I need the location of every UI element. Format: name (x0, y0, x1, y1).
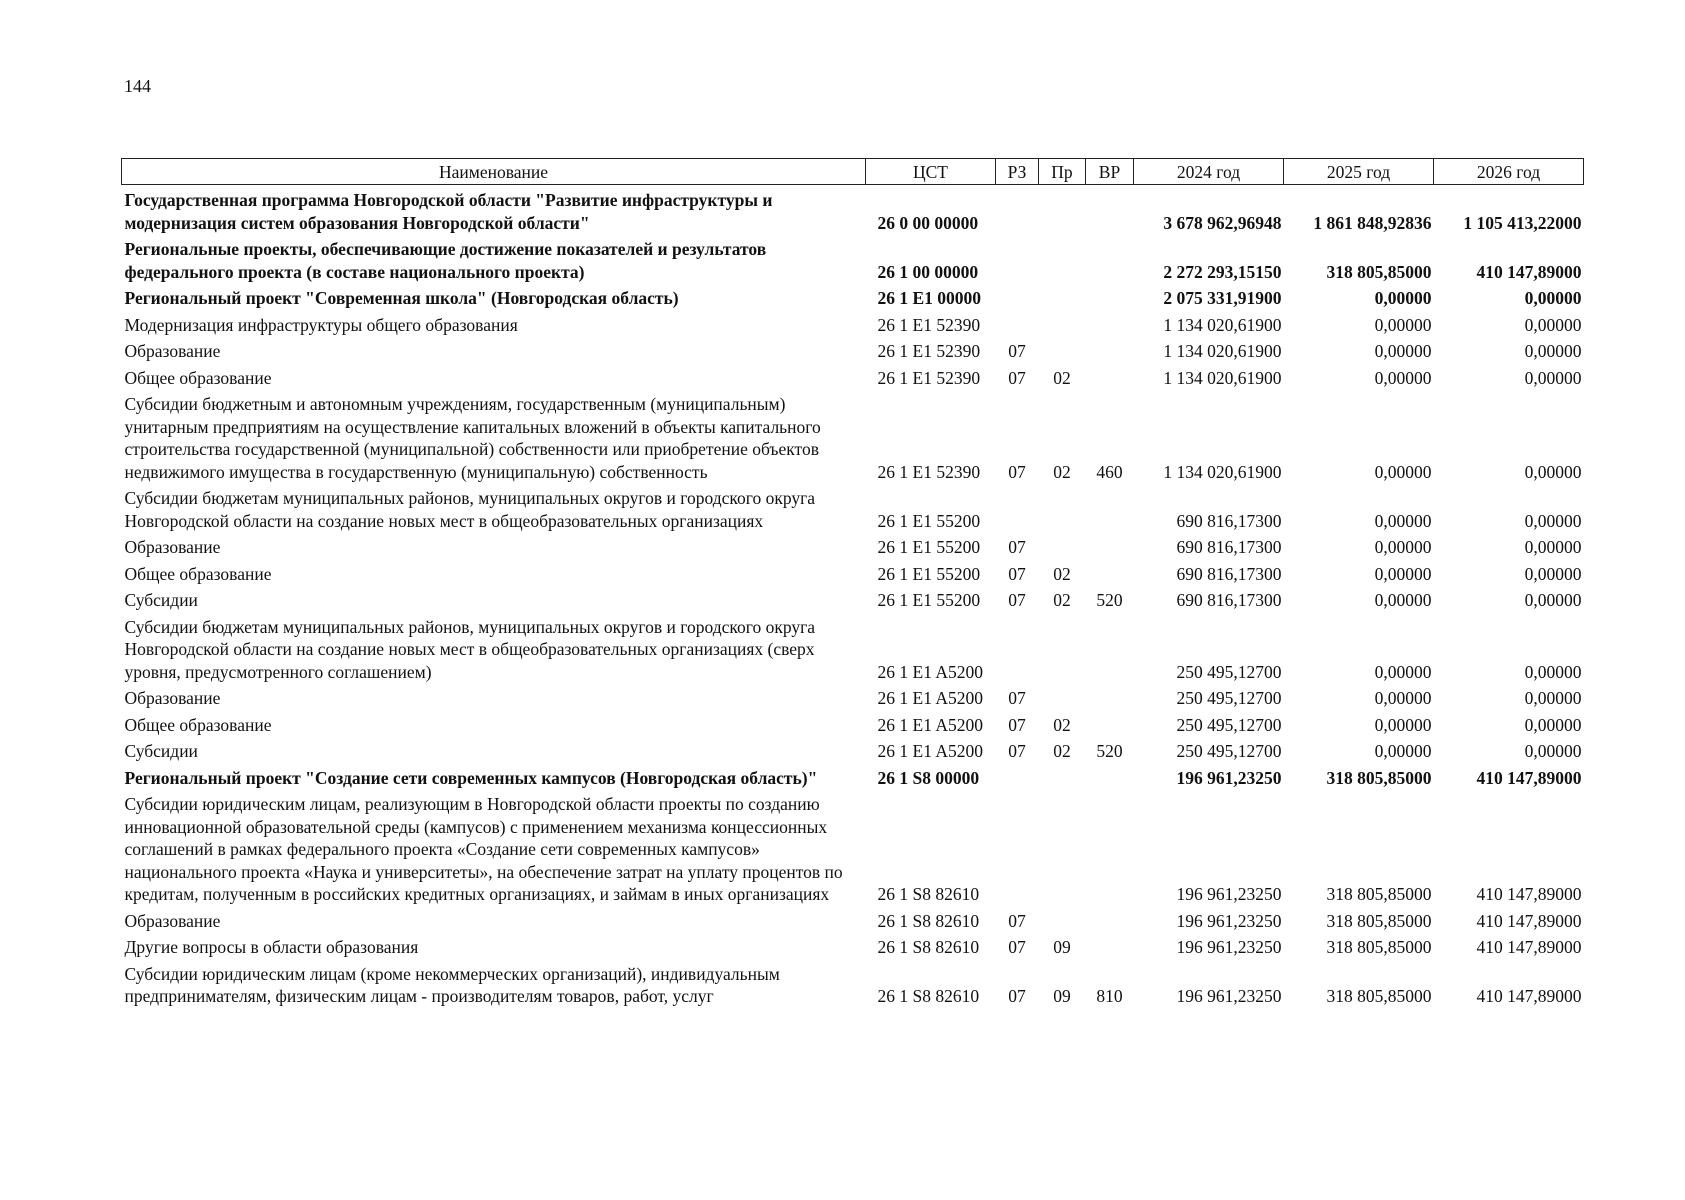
table-row (122, 389, 1584, 483)
cell-cst: 26 1 E1 55200 (877, 510, 981, 531)
budget-table (121, 158, 1584, 1008)
cell-pr: 09 (1053, 937, 1071, 957)
cell-2026: 0,00000 (1524, 288, 1582, 308)
table-header (122, 159, 1584, 185)
cell-rz (996, 234, 1039, 283)
cell-vr (1086, 932, 1134, 959)
cell-2025: 0,00000 (1374, 563, 1432, 584)
cell-cst: 26 1 S8 82610 (877, 986, 980, 1006)
cell-name: Субсидии юридическим лицам, реализующим в Новгородской области проекты по созданию инновационной образовательной среды (кампусов) с применением механизма концессионных соглашений в рамках федерального проекта «Создание сети современных кампусов» национального проекта «Наука и университеты», на обеспечение затрат на уплату процентов по кредитам, полученным в российских кредитных организациях, и займам в иных организациях (124, 794, 843, 904)
cell-cst: 26 1 S8 00000 (877, 767, 980, 788)
page-number: 144 (124, 76, 151, 96)
cell-rz (996, 310, 1039, 337)
header-pr: Пр (1039, 159, 1086, 185)
table-row (122, 559, 1584, 586)
header-rz: РЗ (996, 159, 1039, 185)
cell-2026: 410 147,89000 (1476, 937, 1582, 957)
header-2024: 2024 год (1134, 159, 1284, 185)
cell-vr: 520 (1096, 741, 1123, 761)
cell-cst: 26 0 00 00000 (877, 212, 979, 233)
cell-cst: 26 1 E1 52390 (877, 461, 981, 482)
cell-cst: 26 1 00 00000 (877, 261, 979, 282)
cell-rz (996, 283, 1039, 310)
cell-name: Другие вопросы в области образования (124, 937, 419, 957)
cell-2024: 690 816,17300 (1176, 563, 1282, 584)
cell-vr (1086, 559, 1134, 586)
cell-2024: 196 961,23250 (1176, 910, 1282, 931)
cell-cst: 26 1 E1 52390 (877, 367, 981, 388)
cell-name: Субсидии бюджетам муниципальных районов, муниципальных округов и городского округа Новгородской области на создание новых мест в общеобразовательных организациях (124, 488, 816, 531)
cell-2026: 0,00000 (1524, 688, 1582, 708)
cell-rz: 07 (1008, 590, 1026, 610)
cell-name: Субсидии (124, 590, 198, 610)
table-body (122, 185, 1584, 1008)
cell-2024: 196 961,23250 (1176, 884, 1282, 904)
cell-2026: 410 147,89000 (1476, 261, 1582, 282)
cell-2024: 250 495,12700 (1176, 661, 1282, 682)
cell-2025: 0,00000 (1374, 461, 1432, 482)
cell-2024: 196 961,23250 (1176, 937, 1282, 957)
cell-name: Образование (124, 537, 221, 557)
cell-2025: 318 805,85000 (1326, 884, 1432, 904)
table-row (122, 363, 1584, 390)
table-row (122, 959, 1584, 1008)
cell-2024: 250 495,12700 (1176, 741, 1282, 761)
cell-2024: 1 134 020,61900 (1163, 367, 1282, 388)
cell-pr (1039, 906, 1086, 933)
cell-rz (996, 185, 1039, 235)
cell-name: Субсидии бюджетным и автономным учреждениям, государственным (муниципальным) унитарным предприятиям на осуществление капитальных вложений в объекты капитального строительства государственной (муниципальной) собственности или приобретение объектов недвижимого имущества в государственную (муниципальную) собственность (124, 394, 821, 482)
header-2026: 2026 год (1434, 159, 1584, 185)
cell-vr (1086, 532, 1134, 559)
cell-2026: 0,00000 (1524, 367, 1582, 388)
table-row (122, 612, 1584, 684)
cell-cst: 26 1 S8 82610 (877, 910, 980, 931)
cell-2026: 410 147,89000 (1476, 767, 1582, 788)
cell-2025: 318 805,85000 (1326, 937, 1432, 957)
table-row (122, 234, 1584, 283)
table-row (122, 283, 1584, 310)
cell-name: Образование (124, 688, 221, 708)
cell-pr (1039, 336, 1086, 363)
cell-cst: 26 1 E1 52390 (877, 314, 981, 335)
cell-2026: 1 105 413,22000 (1463, 212, 1582, 233)
cell-rz (996, 483, 1039, 532)
cell-cst: 26 1 E1 55200 (877, 590, 981, 610)
table-row (122, 763, 1584, 790)
cell-2026: 0,00000 (1524, 314, 1582, 335)
cell-rz (996, 612, 1039, 684)
cell-vr (1086, 789, 1134, 906)
cell-pr (1039, 763, 1086, 790)
cell-rz: 07 (1008, 563, 1026, 584)
table-row (122, 185, 1584, 235)
cell-2025: 318 805,85000 (1326, 986, 1432, 1006)
cell-vr (1086, 310, 1134, 337)
table-row (122, 336, 1584, 363)
cell-2026: 0,00000 (1524, 590, 1582, 610)
cell-2025: 0,00000 (1374, 314, 1432, 335)
cell-rz: 07 (1008, 367, 1026, 388)
cell-2024: 1 134 020,61900 (1163, 314, 1282, 335)
cell-cst: 26 1 E1 A5200 (877, 714, 983, 735)
header-2025: 2025 год (1284, 159, 1434, 185)
cell-2026: 0,00000 (1524, 537, 1582, 557)
cell-2025: 318 805,85000 (1326, 910, 1432, 931)
cell-2024: 250 495,12700 (1176, 688, 1282, 708)
cell-2026: 410 147,89000 (1476, 884, 1582, 904)
cell-2025: 0,00000 (1374, 537, 1432, 557)
cell-2026: 0,00000 (1524, 563, 1582, 584)
cell-pr: 02 (1053, 461, 1071, 482)
cell-2024: 3 678 962,96948 (1163, 212, 1282, 233)
cell-pr (1039, 185, 1086, 235)
cell-2024: 196 961,23250 (1176, 767, 1282, 788)
cell-rz: 07 (1008, 537, 1026, 557)
cell-name: Образование (124, 341, 221, 361)
cell-vr (1086, 185, 1134, 235)
cell-rz: 07 (1008, 910, 1026, 931)
cell-name: Общее образование (124, 563, 272, 584)
cell-pr: 02 (1053, 590, 1071, 610)
cell-pr (1039, 612, 1086, 684)
cell-cst: 26 1 E1 55200 (877, 563, 981, 584)
cell-2024: 196 961,23250 (1176, 986, 1282, 1006)
cell-2025: 0,00000 (1374, 367, 1432, 388)
cell-vr (1086, 906, 1134, 933)
cell-name: Региональный проект "Создание сети современных кампусов (Новгородская область)" (124, 767, 818, 788)
cell-2024: 1 134 020,61900 (1163, 461, 1282, 482)
cell-pr (1039, 683, 1086, 710)
cell-name: Общее образование (124, 367, 272, 388)
cell-2026: 0,00000 (1524, 510, 1582, 531)
cell-2024: 690 816,17300 (1176, 510, 1282, 531)
cell-pr (1039, 532, 1086, 559)
table-row (122, 710, 1584, 737)
cell-2026: 0,00000 (1524, 714, 1582, 735)
cell-vr (1086, 283, 1134, 310)
cell-pr (1039, 310, 1086, 337)
cell-2024: 690 816,17300 (1176, 590, 1282, 610)
cell-2026: 0,00000 (1524, 661, 1582, 682)
cell-2024: 690 816,17300 (1176, 537, 1282, 557)
header-vr: ВР (1086, 159, 1134, 185)
cell-2025: 318 805,85000 (1326, 767, 1432, 788)
cell-rz (996, 789, 1039, 906)
cell-2025: 0,00000 (1374, 590, 1432, 610)
cell-cst: 26 1 E1 A5200 (877, 741, 983, 761)
cell-vr: 460 (1096, 461, 1123, 482)
cell-2026: 0,00000 (1524, 741, 1582, 761)
table-row (122, 906, 1584, 933)
cell-rz: 07 (1008, 461, 1026, 482)
cell-vr (1086, 336, 1134, 363)
cell-2024: 2 075 331,91900 (1163, 288, 1282, 308)
cell-pr: 02 (1053, 741, 1071, 761)
cell-vr (1086, 612, 1134, 684)
cell-rz: 07 (1008, 688, 1026, 708)
cell-2026: 0,00000 (1524, 461, 1582, 482)
table-row (122, 789, 1584, 906)
cell-pr: 02 (1053, 563, 1071, 584)
cell-2026: 410 147,89000 (1476, 910, 1582, 931)
cell-2025: 0,00000 (1374, 688, 1432, 708)
cell-2025: 1 861 848,92836 (1313, 212, 1432, 233)
cell-rz: 07 (1008, 341, 1026, 361)
cell-cst: 26 1 E1 A5200 (877, 661, 983, 682)
cell-cst: 26 1 S8 82610 (877, 937, 980, 957)
cell-vr (1086, 683, 1134, 710)
header-cst: ЦСТ (866, 159, 996, 185)
cell-pr: 02 (1053, 367, 1071, 388)
cell-name: Субсидии бюджетам муниципальных районов, муниципальных округов и городского округа Новгородской области на создание новых мест в общеобразовательных организациях (сверх уровня, предусмотренного соглашением) (124, 616, 816, 682)
cell-cst: 26 1 E1 52390 (877, 341, 981, 361)
cell-rz: 07 (1008, 986, 1026, 1006)
cell-2025: 0,00000 (1374, 510, 1432, 531)
cell-cst: 26 1 E1 55200 (877, 537, 981, 557)
cell-cst: 26 1 E1 00000 (877, 288, 982, 308)
cell-name: Государственная программа Новгородской области "Развитие инфраструктуры и модернизация систем образования Новгородской области" (124, 190, 773, 233)
cell-2025: 0,00000 (1374, 714, 1432, 735)
cell-2024: 250 495,12700 (1176, 714, 1282, 735)
table-row (122, 585, 1584, 612)
cell-name: Общее образование (124, 714, 272, 735)
cell-pr (1039, 283, 1086, 310)
cell-name: Модернизация инфраструктуры общего образования (124, 314, 518, 335)
table-row (122, 736, 1584, 763)
header-name: Наименование (122, 159, 866, 185)
cell-cst: 26 1 E1 A5200 (877, 688, 983, 708)
cell-2024: 1 134 020,61900 (1163, 341, 1282, 361)
cell-vr (1086, 483, 1134, 532)
cell-vr (1086, 710, 1134, 737)
cell-vr (1086, 234, 1134, 283)
table-row (122, 483, 1584, 532)
cell-vr (1086, 763, 1134, 790)
cell-2025: 0,00000 (1374, 288, 1432, 308)
cell-pr (1039, 234, 1086, 283)
cell-rz (996, 763, 1039, 790)
cell-vr: 810 (1096, 986, 1123, 1006)
cell-name: Образование (124, 910, 221, 931)
cell-cst: 26 1 S8 82610 (877, 884, 980, 904)
cell-2026: 0,00000 (1524, 341, 1582, 361)
cell-2026: 410 147,89000 (1476, 986, 1582, 1006)
cell-pr (1039, 789, 1086, 906)
cell-vr (1086, 363, 1134, 390)
cell-name: Субсидии (124, 741, 198, 761)
table-row (122, 683, 1584, 710)
cell-2025: 0,00000 (1374, 341, 1432, 361)
cell-name: Региональные проекты, обеспечивающие достижение показателей и результатов федерального проекта (в составе национального проекта) (124, 239, 767, 282)
cell-pr: 02 (1053, 714, 1071, 735)
table-row (122, 532, 1584, 559)
cell-name: Субсидии юридическим лицам (кроме некоммерческих организаций), индивидуальным предпринимателям, физическим лицам - производителям товаров, работ, услуг (124, 963, 780, 1006)
table-row (122, 932, 1584, 959)
cell-2025: 318 805,85000 (1326, 261, 1432, 282)
cell-rz: 07 (1008, 937, 1026, 957)
cell-vr: 520 (1096, 590, 1123, 610)
cell-2024: 2 272 293,15150 (1163, 261, 1282, 282)
cell-pr (1039, 483, 1086, 532)
table-row (122, 310, 1584, 337)
cell-name: Региональный проект "Современная школа" (Новгородская область) (124, 288, 679, 308)
cell-2025: 0,00000 (1374, 661, 1432, 682)
cell-rz: 07 (1008, 714, 1026, 735)
cell-pr: 09 (1053, 986, 1071, 1006)
cell-rz: 07 (1008, 741, 1026, 761)
cell-2025: 0,00000 (1374, 741, 1432, 761)
